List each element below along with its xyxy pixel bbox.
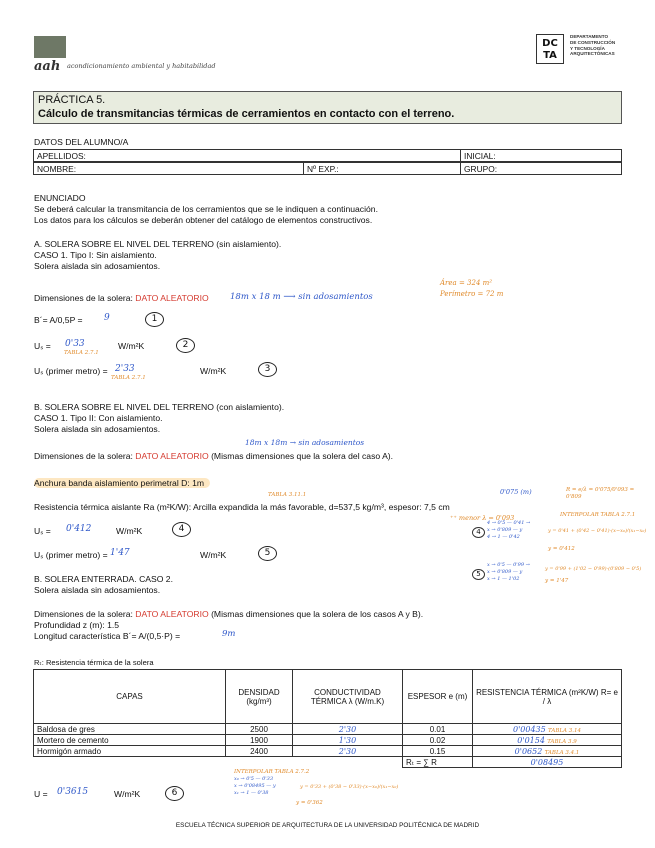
hw-final-result: y = 0'362 (296, 800, 323, 806)
section-b-dims: Dimensiones de la solera: DATO ALEATORIO (Mismas dimensiones que la solera del caso A). (34, 451, 394, 461)
rt-label: Rₜ: Resistencia térmica de la solera (34, 658, 154, 667)
inicial-field[interactable]: INICIAL: (461, 150, 622, 162)
th-densidad: DENSIDAD (kg/m³) (226, 670, 293, 724)
dato-aleatorio-a: DATO ALEATORIO (135, 293, 209, 303)
circle-5: 5 (258, 546, 277, 561)
us-unit-b: W/m²K (116, 526, 143, 536)
section-c-desc: Solera aislada sin adosamientos. (34, 585, 161, 595)
hw-r-formula: R = e/λ = 0'075/0'093 = 0'809 (566, 487, 635, 500)
hw-perimeter: Perímetro = 72 m (440, 290, 504, 298)
us1-note-a: TABLA 2.7.1 (111, 375, 146, 381)
statement-line2: Los datos para los cálculos se deberán obtener del catálogo de elementos constructivos. (34, 215, 373, 225)
hw-final-formula: y = 0'33 + (0'38 − 0'33)·(x−x₀)/(x₁−x₀) (300, 784, 399, 790)
materials-table (33, 669, 622, 768)
hw-calc4: 4 → 0'5 — 0'41 → x → 0'809 — y 4 → 1 — 0'42 (487, 520, 531, 540)
hw-dims-a: 18m x 18 m ⟶ sin adosamientos (230, 292, 373, 302)
section-b-title: B. SOLERA SOBRE EL NIVEL DEL TERRENO (con aislamiento). (34, 402, 285, 412)
title-line2: Cálculo de transmitancias térmicas de cerramientos en contacto con el terreno. (38, 108, 455, 120)
circle-4: 4 (172, 522, 191, 537)
statement-heading: ENUNCIADO (34, 193, 86, 203)
b-value: 9 (104, 313, 110, 323)
th-conductividad: CONDUCTIVIDAD TÉRMICA λ (W/m.K) (293, 670, 403, 724)
us-note-a: TABLA 2.7.1 (64, 350, 99, 356)
us1-label-a: Uₛ (primer metro) = (34, 366, 108, 376)
student-table-row2 (33, 162, 622, 175)
us1-unit-b: W/m²K (200, 550, 227, 560)
aah-logo (34, 36, 66, 58)
section-c-title: B. SOLERA ENTERRADA. CASO 2. (34, 574, 173, 584)
hw-ra: 0'075 (m) (500, 488, 532, 496)
us-value-a: 0'33 (65, 339, 85, 349)
circle-6: 6 (165, 786, 184, 801)
us-value-b: 0'412 (66, 524, 92, 534)
circle-3: 3 (258, 362, 277, 377)
table-sum-row: Rₜ = ∑ R 0'08495 (34, 757, 622, 768)
hw-area: Área = 324 m² (440, 279, 493, 287)
dato-aleatorio-b: DATO ALEATORIO (135, 451, 209, 461)
hw-interp-final: INTERPOLAR TABLA 2.7.2 (234, 769, 310, 775)
hw-calc4-formula: y = 0'41 + (0'42 − 0'41)·(x−x₀)/(x₁−x₀) (548, 528, 647, 534)
title-box (33, 91, 622, 124)
statement-line1: Se deberá calcular la transmitancia de los cerramientos que se le indiquen a continuación. (34, 204, 378, 214)
th-resistencia: RESISTENCIA TÉRMICA (m²K/W) R= e / λ (473, 670, 622, 724)
dcta-letters-bottom: TA (543, 50, 557, 61)
footer: ESCUELA TÉCNICA SUPERIOR DE ARQUITECTURA DE LA UNIVERSIDAD POLITÉCNICA DE MADRID (175, 822, 480, 829)
hw-calc5: x → 0'5 — 0'99 → x → 0'809 — y x → 1 — 1'02 (487, 562, 530, 582)
grupo-field[interactable]: GRUPO: (461, 163, 622, 175)
us1-value-a: 2'33 (115, 364, 135, 374)
section-a-title: A. SOLERA SOBRE EL NIVEL DEL TERRENO (sin aislamiento). (34, 239, 282, 249)
circle-5-small: 5 (472, 569, 485, 580)
depth-label: Profundidad z (m): 1.5 (34, 620, 120, 630)
hw-menor: ⁺⁺ menor λ = 0'093 (450, 514, 515, 522)
hw-final-table: x₀ → 0'5 — 0'33 x → 0'08495 — y x₁ → 1 — 0'38 (234, 776, 276, 796)
hw-interpolar-b: INTERPOLAR TABLA 2.7.1 (560, 512, 636, 518)
nexp-field[interactable]: Nº EXP.: (304, 163, 461, 175)
us1-unit-a: W/m²K (200, 366, 227, 376)
aah-logo-text: aah (34, 59, 61, 74)
u-unit: W/m²K (114, 789, 141, 799)
section-a-dims: Dimensiones de la solera: DATO ALEATORIO (34, 293, 209, 303)
u-label: U = (34, 789, 48, 799)
band-label: Anchura banda aislamiento perimetral D: 1m (34, 478, 210, 489)
apellidos-field[interactable]: APELLIDOS: (34, 150, 461, 162)
us1-value-b: 1'47 (110, 548, 130, 558)
circle-1: 1 (145, 312, 164, 327)
table-row: Hormigón armado 2400 2'30 0.15 0'0652 TABLA 3.4.1 (34, 746, 622, 757)
us1-label-b: Uₛ (primer metro) = (34, 550, 108, 560)
section-c-dims: Dimensiones de la solera: DATO ALEATORIO (Mismas dimensiones que la solera de los casos A y B). (34, 609, 424, 619)
dcta-letters-top: DC (542, 38, 558, 49)
hw-calc5-result: y = 1'47 (545, 578, 569, 584)
dcta-logo (536, 34, 564, 64)
section-a-case: CASO 1. Tipo I: Sin aislamiento. (34, 250, 157, 260)
table-row: Baldosa de gres 2500 2'30 0.01 0'00435 TABLA 3.14 (34, 724, 622, 735)
ra-label: Resistencia térmica aislante Ra (m²K/W): Arcilla expandida la más favorable, d=537,5 kg/m³, espesor: 7,5 cm (34, 502, 450, 512)
student-table (33, 149, 622, 162)
th-espesor: ESPESOR e (m) (403, 670, 473, 724)
u-value: 0'3615 (57, 787, 89, 797)
section-b-case: CASO 1. Tipo II: Con aislamiento. (34, 413, 163, 423)
longitud-label: Longitud característica B´= A/(0,5·P) = (34, 631, 181, 641)
us-label-b: Uₛ = (34, 526, 51, 536)
section-b-desc: Solera aislada sin adosamientos. (34, 424, 161, 434)
hw-calc4-result: y = 0'412 (548, 546, 575, 552)
table-row: Mortero de cemento 1900 1'30 0.02 0'0154 TABLA 3.9 (34, 735, 622, 746)
student-heading: DATOS DEL ALUMNO/A (34, 137, 129, 147)
circle-4-small: 4 (472, 527, 485, 538)
th-capas: CAPAS (34, 670, 226, 724)
b-label: B´= A/0,5P = (34, 315, 83, 325)
hw-calc5-formula: y = 0'99 + (1'02 − 0'99)·(0'809 − 0'5) (545, 566, 642, 572)
nombre-field[interactable]: NOMBRE: (34, 163, 304, 175)
hw-dims-b: 18m x 18m → sin adosamientos (245, 438, 365, 447)
dato-aleatorio-c: DATO ALEATORIO (135, 609, 209, 619)
department-text: DEPARTAMENTO DE CONSTRUCCIÓN Y TECNOLOGÍA ARQUITECTÓNICAS (570, 34, 616, 57)
hw-tabla-b: TABLA 3.11.1 (268, 492, 307, 498)
title-line1: PRÁCTICA 5. (38, 94, 106, 106)
circle-2: 2 (176, 338, 195, 353)
section-a-desc: Solera aislada sin adosamientos. (34, 261, 161, 271)
aah-tagline: acondicionamiento ambiental y habitabilidad (67, 62, 216, 70)
us-label-a: Uₛ = (34, 341, 51, 351)
us-unit-a: W/m²K (118, 341, 145, 351)
longitud-value: 9m (222, 629, 236, 639)
